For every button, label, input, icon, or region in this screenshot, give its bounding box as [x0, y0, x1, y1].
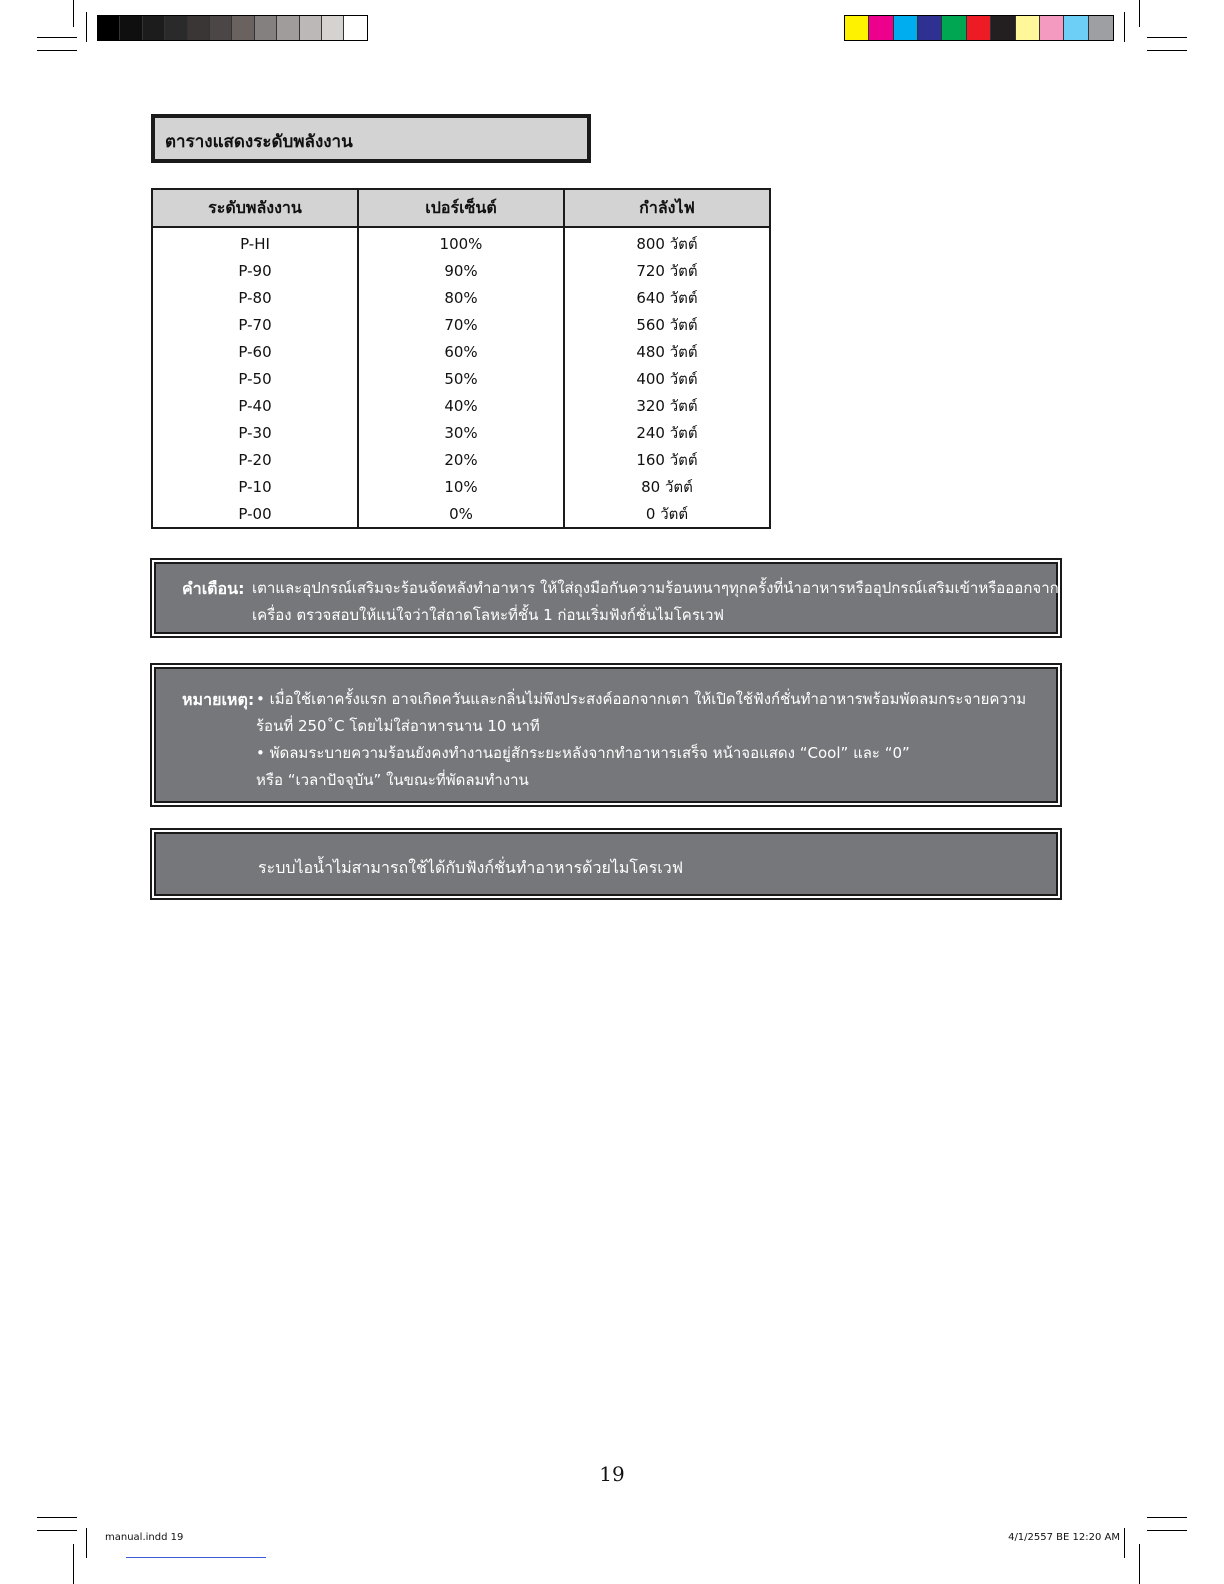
cell-percent: 0%: [358, 500, 564, 528]
calibration-swatch: [188, 16, 210, 40]
cell-level: P-HI: [152, 227, 358, 257]
cell-level: P-00: [152, 500, 358, 528]
calibration-swatch: [845, 16, 869, 40]
crop-mark: [1147, 1530, 1187, 1531]
table-row: [152, 419, 770, 446]
cell-level: P-20: [152, 446, 358, 473]
cell-wattage: 800 วัตต์: [564, 227, 770, 257]
calibration-swatch: [255, 16, 277, 40]
cell-percent: 40%: [358, 392, 564, 419]
cell-level: P-10: [152, 473, 358, 500]
cell-level: P-80: [152, 284, 358, 311]
header-percent: เปอร์เซ็นต์: [358, 189, 564, 227]
calibration-swatch: [894, 16, 918, 40]
cell-percent: 70%: [358, 311, 564, 338]
cell-percent: 60%: [358, 338, 564, 365]
table-header-row: [152, 189, 770, 227]
cell-wattage: 240 วัตต์: [564, 419, 770, 446]
calibration-swatch: [1064, 16, 1088, 40]
cell-wattage: 720 วัตต์: [564, 257, 770, 284]
crop-mark: [1147, 37, 1187, 38]
cell-level: P-40: [152, 392, 358, 419]
cell-level: P-50: [152, 365, 358, 392]
table-row: [152, 284, 770, 311]
table-row: [152, 227, 770, 257]
cell-wattage: 400 วัตต์: [564, 365, 770, 392]
table-row: [152, 473, 770, 500]
cell-level: P-90: [152, 257, 358, 284]
cell-wattage: 480 วัตต์: [564, 338, 770, 365]
crop-mark: [86, 1528, 87, 1558]
steam-notice-text: ระบบไอน้ำไม่สามารถใช้ได้กับฟังก์ชั่นทำอาหารด้วยไมโครเวฟ: [258, 858, 684, 877]
table-title-box: [151, 114, 591, 163]
table-row: [152, 500, 770, 528]
cell-percent: 30%: [358, 419, 564, 446]
table-row: [152, 392, 770, 419]
warning-text-line: เตาและอุปกรณ์เสริมจะร้อนจัดหลังทำอาหาร ให้ใส่ถุงมือกันความร้อนหนาๆทุกครั้งที่นำอาหารหรืออุปกรณ์เสริมเข้าหรือออกจาก: [252, 579, 1059, 597]
page-number: 19: [599, 1462, 625, 1486]
calibration-swatch: [300, 16, 322, 40]
calibration-swatch: [120, 16, 142, 40]
power-level-table: [151, 188, 771, 529]
calibration-swatch: [1016, 16, 1040, 40]
crop-mark: [1147, 1517, 1187, 1518]
calibration-swatch: [344, 16, 366, 40]
calibration-swatch: [98, 16, 120, 40]
crop-mark: [1147, 50, 1187, 51]
crop-mark: [37, 1517, 77, 1518]
cell-level: P-70: [152, 311, 358, 338]
note-text-line: • พัดลมระบายความร้อนยังคงทำงานอยู่สักระยะหลังจากทำอาหารเสร็จ หน้าจอแสดง “Cool” และ “0”: [256, 744, 910, 762]
cell-wattage: 640 วัตต์: [564, 284, 770, 311]
cell-level: P-60: [152, 338, 358, 365]
calibration-swatch: [277, 16, 299, 40]
cell-wattage: 0 วัตต์: [564, 500, 770, 528]
crop-mark: [73, 0, 74, 27]
header-power-level: ระดับพลังงาน: [152, 189, 358, 227]
crop-mark: [1139, 0, 1140, 27]
table-row: [152, 257, 770, 284]
table-row: [152, 365, 770, 392]
footer-file-name: manual.indd 19: [105, 1532, 184, 1543]
crop-mark: [1124, 1528, 1125, 1558]
calibration-swatch: [869, 16, 893, 40]
calibration-swatch: [1089, 16, 1113, 40]
note-text-line: ร้อนที่ 250˚C โดยไม่ใส่อาหารนาน 10 นาที: [256, 717, 540, 735]
warning-text-line: เครื่อง ตรวจสอบให้แน่ใจว่าใส่ถาดโลหะที่ชั้น 1 ก่อนเริ่มฟังก์ชั่นไมโครเวฟ: [252, 606, 725, 624]
calibration-swatch: [918, 16, 942, 40]
cell-level: P-30: [152, 419, 358, 446]
table-row: [152, 311, 770, 338]
note-text-line: หรือ “เวลาปัจจุบัน” ในขณะที่พัดลมทำงาน: [256, 771, 529, 789]
header-wattage: กำลังไฟ: [564, 189, 770, 227]
table-row: [152, 446, 770, 473]
table-row: [152, 338, 770, 365]
calibration-swatch: [143, 16, 165, 40]
color-calibration-bar: [844, 15, 1114, 41]
calibration-swatch: [1040, 16, 1064, 40]
note-label: หมายเหตุ:: [182, 690, 255, 709]
cell-wattage: 320 วัตต์: [564, 392, 770, 419]
calibration-swatch: [991, 16, 1015, 40]
crop-mark: [37, 50, 77, 51]
footer-timestamp: 4/1/2557 BE 12:20 AM: [1008, 1532, 1120, 1543]
cell-percent: 50%: [358, 365, 564, 392]
cell-percent: 10%: [358, 473, 564, 500]
calibration-swatch: [210, 16, 232, 40]
grayscale-calibration-bar: [97, 15, 368, 41]
crop-mark: [37, 37, 77, 38]
cell-wattage: 560 วัตต์: [564, 311, 770, 338]
warning-box: [150, 558, 1062, 638]
note-text-line: • เมื่อใช้เตาครั้งแรก อาจเกิดควันและกลิ่นไม่พึงประสงค์ออกจากเตา ให้เปิดใช้ฟังก์ชั่นทำอาหารพร้อมพัดลมกระจายความ: [256, 690, 1027, 708]
cell-percent: 100%: [358, 227, 564, 257]
calibration-swatch: [165, 16, 187, 40]
footer-underline: [126, 1557, 266, 1558]
cell-percent: 20%: [358, 446, 564, 473]
cell-wattage: 80 วัตต์: [564, 473, 770, 500]
warning-label: คำเตือน:: [182, 579, 245, 598]
crop-mark: [73, 1544, 74, 1584]
note-box: [150, 663, 1062, 807]
calibration-swatch: [232, 16, 254, 40]
crop-mark: [1139, 1544, 1140, 1584]
crop-mark: [86, 12, 87, 42]
cell-wattage: 160 วัตต์: [564, 446, 770, 473]
crop-mark: [1124, 12, 1125, 42]
crop-mark: [37, 1530, 77, 1531]
steam-notice-box: [150, 828, 1062, 900]
calibration-swatch: [322, 16, 344, 40]
cell-percent: 90%: [358, 257, 564, 284]
calibration-swatch: [942, 16, 966, 40]
calibration-swatch: [967, 16, 991, 40]
cell-percent: 80%: [358, 284, 564, 311]
table-title: ตารางแสดงระดับพลังงาน: [165, 132, 353, 152]
